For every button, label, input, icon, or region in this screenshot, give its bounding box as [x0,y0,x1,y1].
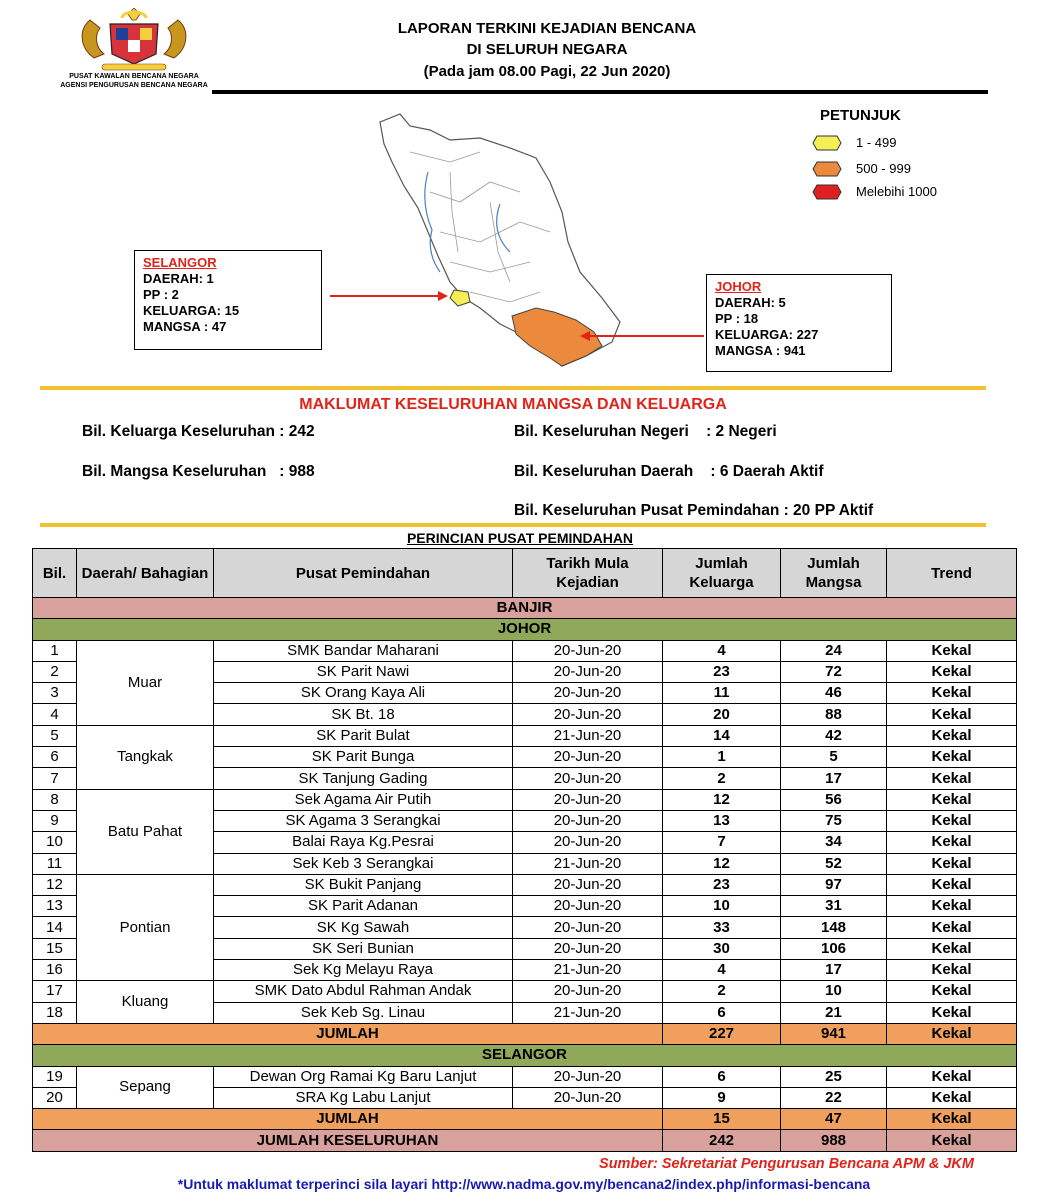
grand-total-row [33,1130,1017,1151]
keluarga-cell: 33 [663,917,781,938]
total-mangsa: 47 [781,1109,887,1130]
summary-negeri: Bil. Keseluruhan Negeri : 2 Negeri [514,423,777,440]
state-header-row [33,1045,1017,1066]
mangsa-cell: 72 [781,661,887,682]
summary-bottom-rule [40,523,986,527]
tarikh-cell: 21-Jun-20 [513,960,663,981]
pusat-cell: SK Kg Sawah [214,917,513,938]
mangsa-cell: 42 [781,725,887,746]
bil-cell: 16 [33,960,77,981]
johor-arrowhead-icon [580,331,590,341]
johor-callout [706,274,892,372]
trend-cell: Kekal [887,896,1017,917]
pusat-cell: SMK Dato Abdul Rahman Andak [214,981,513,1002]
tarikh-cell: 21-Jun-20 [513,853,663,874]
bil-cell: 7 [33,768,77,789]
col-mangsa: Jumlah Mangsa [781,549,887,598]
keluarga-cell: 30 [663,938,781,959]
peninsular-malaysia-map [340,112,630,382]
callout-pp: PP : 18 [715,311,759,326]
bil-cell: 1 [33,640,77,661]
col-tarikh: Tarikh Mula Kejadian [513,549,663,598]
trend-cell: Kekal [887,768,1017,789]
trend-cell: Kekal [887,874,1017,895]
mangsa-cell: 88 [781,704,887,725]
report-subtitle: DI SELURUH NEGARA [466,41,628,58]
total-trend: Kekal [887,1109,1017,1130]
tarikh-cell: 20-Jun-20 [513,768,663,789]
bil-cell: 3 [33,683,77,704]
evacuation-centre-table [32,548,1017,1152]
grand-total-trend: Kekal [887,1130,1017,1151]
header-rule [212,90,988,94]
keluarga-cell: 2 [663,768,781,789]
pusat-cell: Balai Raya Kg.Pesrai [214,832,513,853]
state-name: JOHOR [33,619,1017,640]
bil-cell: 6 [33,747,77,768]
bil-cell: 4 [33,704,77,725]
bil-cell: 9 [33,810,77,831]
state-name: SELANGOR [33,1045,1017,1066]
callout-state: JOHOR [715,279,762,294]
daerah-cell: Kluang [77,981,214,1024]
bil-cell: 10 [33,832,77,853]
total-keluarga: 15 [663,1109,781,1130]
tarikh-cell: 21-Jun-20 [513,1002,663,1023]
bil-cell: 15 [33,938,77,959]
pusat-cell: SK Parit Bunga [214,747,513,768]
grand-total-mangsa: 988 [781,1130,887,1151]
keluarga-cell: 6 [663,1066,781,1087]
grand-total-keluarga: 242 [663,1130,781,1151]
daerah-cell: Pontian [77,874,214,980]
tarikh-cell: 20-Jun-20 [513,938,663,959]
keluarga-cell: 23 [663,874,781,895]
bil-cell: 19 [33,1066,77,1087]
summary-title: MAKLUMAT KESELURUHAN MANGSA DAN KELUARGA [299,396,727,413]
keluarga-cell: 1 [663,747,781,768]
col-keluarga: Jumlah Keluarga [663,549,781,598]
legend-label: 1 - 499 [856,135,897,150]
bil-cell: 17 [33,981,77,1002]
pusat-cell: SK Tanjung Gading [214,768,513,789]
pusat-cell: SK Parit Nawi [214,661,513,682]
table-row [33,874,1017,895]
summary-daerah: Bil. Keseluruhan Daerah : 6 Daerah Aktif [514,463,824,480]
callout-keluarga: KELUARGA: 227 [715,327,819,342]
tarikh-cell: 20-Jun-20 [513,832,663,853]
more-info-link[interactable]: *Untuk maklumat terperinci sila layari http://www.nadma.gov.my/bencana2/index.php/informasi-bencana [177,1176,871,1192]
keluarga-cell: 23 [663,661,781,682]
total-trend: Kekal [887,1023,1017,1044]
tarikh-cell: 20-Jun-20 [513,917,663,938]
tarikh-cell: 20-Jun-20 [513,683,663,704]
trend-cell: Kekal [887,661,1017,682]
pusat-cell: SMK Bandar Maharani [214,640,513,661]
tarikh-cell: 20-Jun-20 [513,981,663,1002]
mangsa-cell: 24 [781,640,887,661]
state-total-row [33,1109,1017,1130]
tarikh-cell: 20-Jun-20 [513,896,663,917]
trend-cell: Kekal [887,1002,1017,1023]
pusat-cell: Sek Keb Sg. Linau [214,1002,513,1023]
trend-cell: Kekal [887,789,1017,810]
mangsa-cell: 17 [781,768,887,789]
state-total-row [33,1023,1017,1044]
bil-cell: 8 [33,789,77,810]
pusat-cell: SK Parit Adanan [214,896,513,917]
mangsa-cell: 25 [781,1066,887,1087]
tarikh-cell: 20-Jun-20 [513,747,663,768]
tarikh-cell: 20-Jun-20 [513,640,663,661]
tarikh-cell: 20-Jun-20 [513,789,663,810]
pusat-cell: SK Orang Kaya Ali [214,683,513,704]
callout-daerah: DAERAH: 5 [715,295,786,310]
col-pusat: Pusat Pemindahan [214,549,513,598]
selangor-callout [134,250,322,350]
mangsa-cell: 17 [781,960,887,981]
org-name-line1: PUSAT KAWALAN BENCANA NEGARA [69,73,199,80]
tarikh-cell: 20-Jun-20 [513,810,663,831]
mangsa-cell: 52 [781,853,887,874]
tarikh-cell: 20-Jun-20 [513,661,663,682]
summary-pusat-pemindahan: Bil. Keseluruhan Pusat Pemindahan : 20 PP Aktif [514,502,874,519]
callout-daerah: DAERAH: 1 [143,271,214,286]
pusat-cell: SK Bukit Panjang [214,874,513,895]
table-row [33,981,1017,1002]
trend-cell: Kekal [887,747,1017,768]
bil-cell: 12 [33,874,77,895]
mangsa-cell: 10 [781,981,887,1002]
selangor-arrowhead-icon [438,291,448,301]
keluarga-cell: 7 [663,832,781,853]
mangsa-cell: 97 [781,874,887,895]
daerah-cell: Tangkak [77,725,214,789]
callout-pp: PP : 2 [143,287,179,302]
keluarga-cell: 13 [663,810,781,831]
trend-cell: Kekal [887,683,1017,704]
summary-keluarga: Bil. Keluarga Keseluruhan : 242 [82,423,315,440]
table-title: PERINCIAN PUSAT PEMINDAHAN [406,530,634,546]
trend-cell: Kekal [887,1087,1017,1108]
source-note: Sumber: Sekretariat Pengurusan Bencana APM & JKM [599,1156,974,1172]
daerah-cell: Batu Pahat [77,789,214,874]
johor-arrow [590,335,704,337]
hexagon-orange-icon [812,161,842,177]
mangsa-cell: 75 [781,810,887,831]
trend-cell: Kekal [887,981,1017,1002]
disaster-type-label: BANJIR [33,598,1017,619]
col-daerah: Daerah/ Bahagian [77,549,214,598]
pusat-cell: SK Parit Bulat [214,725,513,746]
bil-cell: 5 [33,725,77,746]
total-label: JUMLAH [33,1109,663,1130]
keluarga-cell: 14 [663,725,781,746]
keluarga-cell: 2 [663,981,781,1002]
summary-top-rule [40,386,986,390]
bil-cell: 14 [33,917,77,938]
pusat-cell: Dewan Org Ramai Kg Baru Lanjut [214,1066,513,1087]
keluarga-cell: 4 [663,640,781,661]
bil-cell: 13 [33,896,77,917]
pusat-cell: SK Seri Bunian [214,938,513,959]
nadma-crest-logo [72,8,196,72]
keluarga-cell: 12 [663,853,781,874]
keluarga-cell: 20 [663,704,781,725]
pusat-cell: SRA Kg Labu Lanjut [214,1087,513,1108]
trend-cell: Kekal [887,810,1017,831]
daerah-cell: Muar [77,640,214,725]
table-row [33,789,1017,810]
callout-state: SELANGOR [143,255,217,270]
pusat-cell: Sek Agama Air Putih [214,789,513,810]
callout-keluarga: KELUARGA: 15 [143,303,240,318]
trend-cell: Kekal [887,960,1017,981]
mangsa-cell: 5 [781,747,887,768]
trend-cell: Kekal [887,832,1017,853]
mangsa-cell: 34 [781,832,887,853]
mangsa-cell: 21 [781,1002,887,1023]
hexagon-yellow-icon [812,135,842,151]
keluarga-cell: 11 [663,683,781,704]
table-row [33,1066,1017,1087]
pusat-cell: SK Bt. 18 [214,704,513,725]
report-date: (Pada jam 08.00 Pagi, 22 Jun 2020) [423,63,671,80]
tarikh-cell: 20-Jun-20 [513,874,663,895]
col-bil: Bil. [33,549,77,598]
pusat-cell: Sek Kg Melayu Raya [214,960,513,981]
summary-mangsa: Bil. Mangsa Keseluruhan : 988 [82,463,315,480]
state-header-row [33,619,1017,640]
bil-cell: 18 [33,1002,77,1023]
disaster-type-row [33,598,1017,619]
trend-cell: Kekal [887,1066,1017,1087]
table-row [33,725,1017,746]
total-keluarga: 227 [663,1023,781,1044]
report-title: LAPORAN TERKINI KEJADIAN BENCANA [397,20,697,37]
col-trend: Trend [887,549,1017,598]
hexagon-red-icon [812,184,842,200]
legend-label: Melebihi 1000 [856,184,937,199]
org-name-line2: AGENSI PENGURUSAN BENCANA NEGARA [60,82,208,89]
trend-cell: Kekal [887,917,1017,938]
pusat-cell: Sek Keb 3 Serangkai [214,853,513,874]
legend-label: 500 - 999 [856,161,911,176]
callout-mangsa: MANGSA : 47 [143,319,227,334]
bil-cell: 2 [33,661,77,682]
tarikh-cell: 20-Jun-20 [513,704,663,725]
grand-total-label: JUMLAH KESELURUHAN [33,1130,663,1151]
tarikh-cell: 20-Jun-20 [513,1087,663,1108]
trend-cell: Kekal [887,704,1017,725]
legend-title: PETUNJUK [820,107,901,124]
total-mangsa: 941 [781,1023,887,1044]
tarikh-cell: 21-Jun-20 [513,725,663,746]
bil-cell: 20 [33,1087,77,1108]
bil-cell: 11 [33,853,77,874]
keluarga-cell: 12 [663,789,781,810]
trend-cell: Kekal [887,640,1017,661]
selangor-arrow [330,295,440,297]
mangsa-cell: 31 [781,896,887,917]
total-label: JUMLAH [33,1023,663,1044]
keluarga-cell: 4 [663,960,781,981]
mangsa-cell: 56 [781,789,887,810]
daerah-cell: Sepang [77,1066,214,1109]
trend-cell: Kekal [887,938,1017,959]
mangsa-cell: 106 [781,938,887,959]
trend-cell: Kekal [887,853,1017,874]
table-row [33,640,1017,661]
mangsa-cell: 46 [781,683,887,704]
keluarga-cell: 6 [663,1002,781,1023]
mangsa-cell: 148 [781,917,887,938]
pusat-cell: SK Agama 3 Serangkai [214,810,513,831]
keluarga-cell: 9 [663,1087,781,1108]
tarikh-cell: 20-Jun-20 [513,1066,663,1087]
callout-mangsa: MANGSA : 941 [715,343,806,358]
table-header-row [33,549,1017,598]
trend-cell: Kekal [887,725,1017,746]
mangsa-cell: 22 [781,1087,887,1108]
keluarga-cell: 10 [663,896,781,917]
